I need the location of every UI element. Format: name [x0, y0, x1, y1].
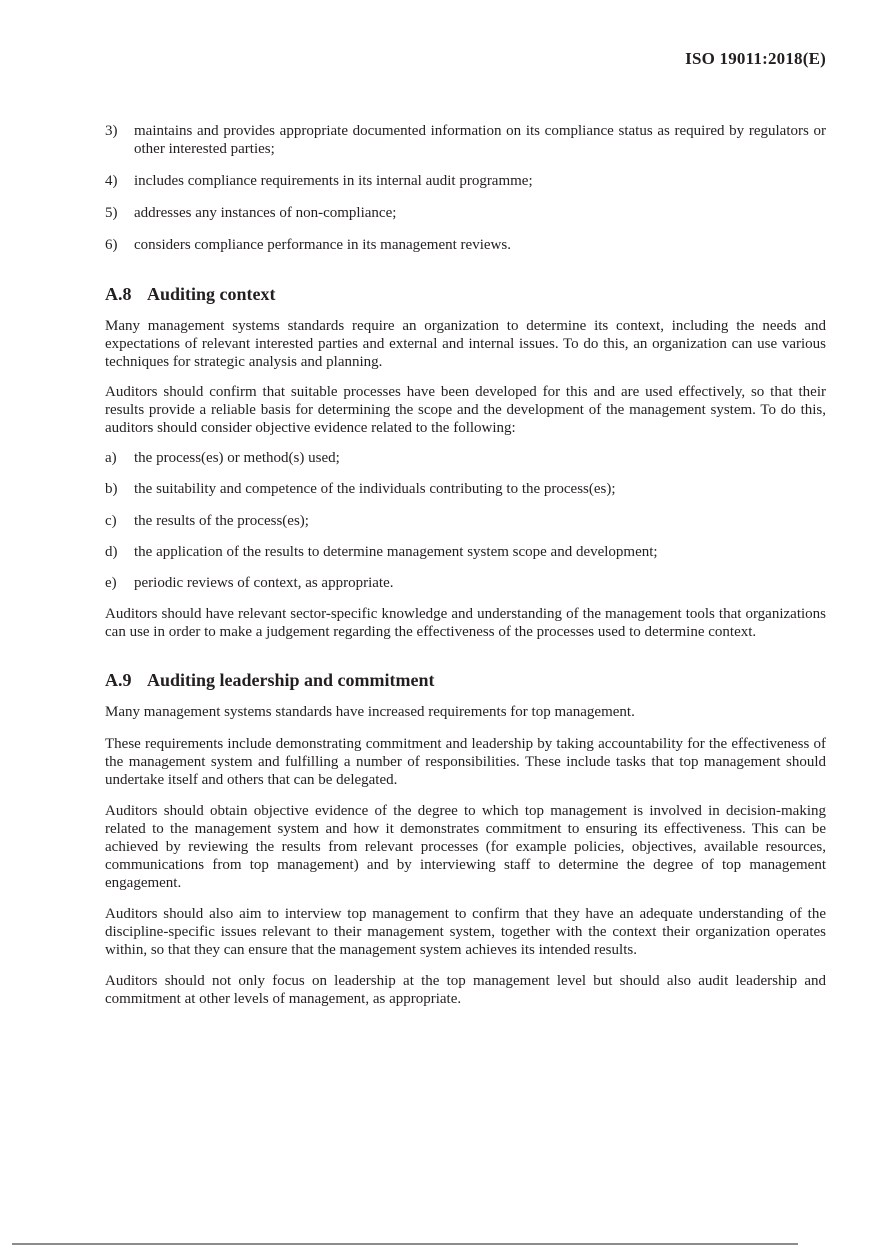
- list-label: 3): [105, 123, 118, 139]
- list-text: addresses any instances of non-compliance;: [134, 205, 397, 221]
- list-item: [105, 236, 826, 254]
- list-label: a): [105, 450, 117, 466]
- list-item: [105, 449, 826, 467]
- list-label: 5): [105, 205, 118, 221]
- list-label: c): [105, 513, 117, 529]
- section-title: Auditing leadership and commitment: [147, 670, 435, 690]
- list-text: the suitability and competence of the individuals contributing to the process(es);: [134, 481, 616, 497]
- paragraph: Many management systems standards require an organization to determine its context, including the needs and expectations of relevant interested parties and external and internal issues. To do this, an organization can use various techniques for strategic analysis and planning.: [105, 318, 826, 370]
- list-text: includes compliance requirements in its internal audit programme;: [134, 173, 533, 189]
- list-item: [105, 204, 826, 222]
- paragraph: Auditors should confirm that suitable processes have been developed for this and are used effectively, so that their results provide a reliable basis for determining the scope and the development of the management system. To do this, auditors should consider objective evidence related to the following:: [105, 384, 826, 436]
- paragraph: Auditors should not only focus on leadership at the top management level but should also audit leadership and commitment at other levels of management, as appropriate.: [105, 973, 826, 1007]
- paragraph: These requirements include demonstrating commitment and leadership by taking accountability for the effectiveness of the management system and fulfilling a number of responsibilities. These include tasks that top management should undertake itself and others that can be delegated.: [105, 736, 826, 788]
- list-text: periodic reviews of context, as appropriate.: [134, 575, 394, 591]
- paragraph: Auditors should also aim to interview top management to confirm that they have an adequate understanding of the discipline-specific issues relevant to their management system, together with the context their organization operates within, so that they can ensure that the management system achieves its intended results.: [105, 906, 826, 958]
- list-label: b): [105, 481, 118, 497]
- list-item: [105, 543, 826, 561]
- list-text: the application of the results to determine management system scope and development;: [134, 544, 658, 560]
- page-body: [105, 122, 826, 1008]
- list-label: 6): [105, 237, 118, 253]
- list-label: d): [105, 544, 118, 560]
- paragraph: Auditors should have relevant sector-specific knowledge and understanding of the management tools that organizations can use in order to make a judgement regarding the effectiveness of the processes used to determine context.: [105, 606, 826, 640]
- section-heading-a8: [105, 283, 826, 305]
- list-item: [105, 122, 826, 158]
- list-text: the process(es) or method(s) used;: [134, 450, 340, 466]
- list-label: 4): [105, 173, 118, 189]
- section-heading-a9: [105, 669, 826, 691]
- list-label: e): [105, 575, 117, 591]
- paragraph: Many management systems standards have increased requirements for top management.: [105, 704, 635, 720]
- list-item: [105, 172, 826, 190]
- paragraph: Auditors should obtain objective evidence of the degree to which top management is involved in decision-making related to the management system and how it demonstrates commitment to ensuring its effectiveness. This can be achieved by reviewing the results from relevant processes (for example policies, objectives, available resources, communications from top management) and by interviewing staff to determine the degree of top management engagement.: [105, 803, 826, 891]
- page-bottom-rule: [12, 1243, 798, 1245]
- list-text: considers compliance performance in its management reviews.: [134, 237, 511, 253]
- list-text: maintains and provides appropriate documented information on its compliance status as required by regulators or other interested parties;: [134, 123, 826, 157]
- section-number: A.8: [105, 284, 132, 304]
- section-number: A.9: [105, 670, 132, 690]
- list-item: [105, 574, 826, 592]
- list-text: the results of the process(es);: [134, 513, 309, 529]
- list-item: [105, 512, 826, 530]
- document-id: ISO 19011:2018(E): [685, 49, 826, 68]
- list-item: [105, 480, 826, 498]
- section-title: Auditing context: [147, 284, 276, 304]
